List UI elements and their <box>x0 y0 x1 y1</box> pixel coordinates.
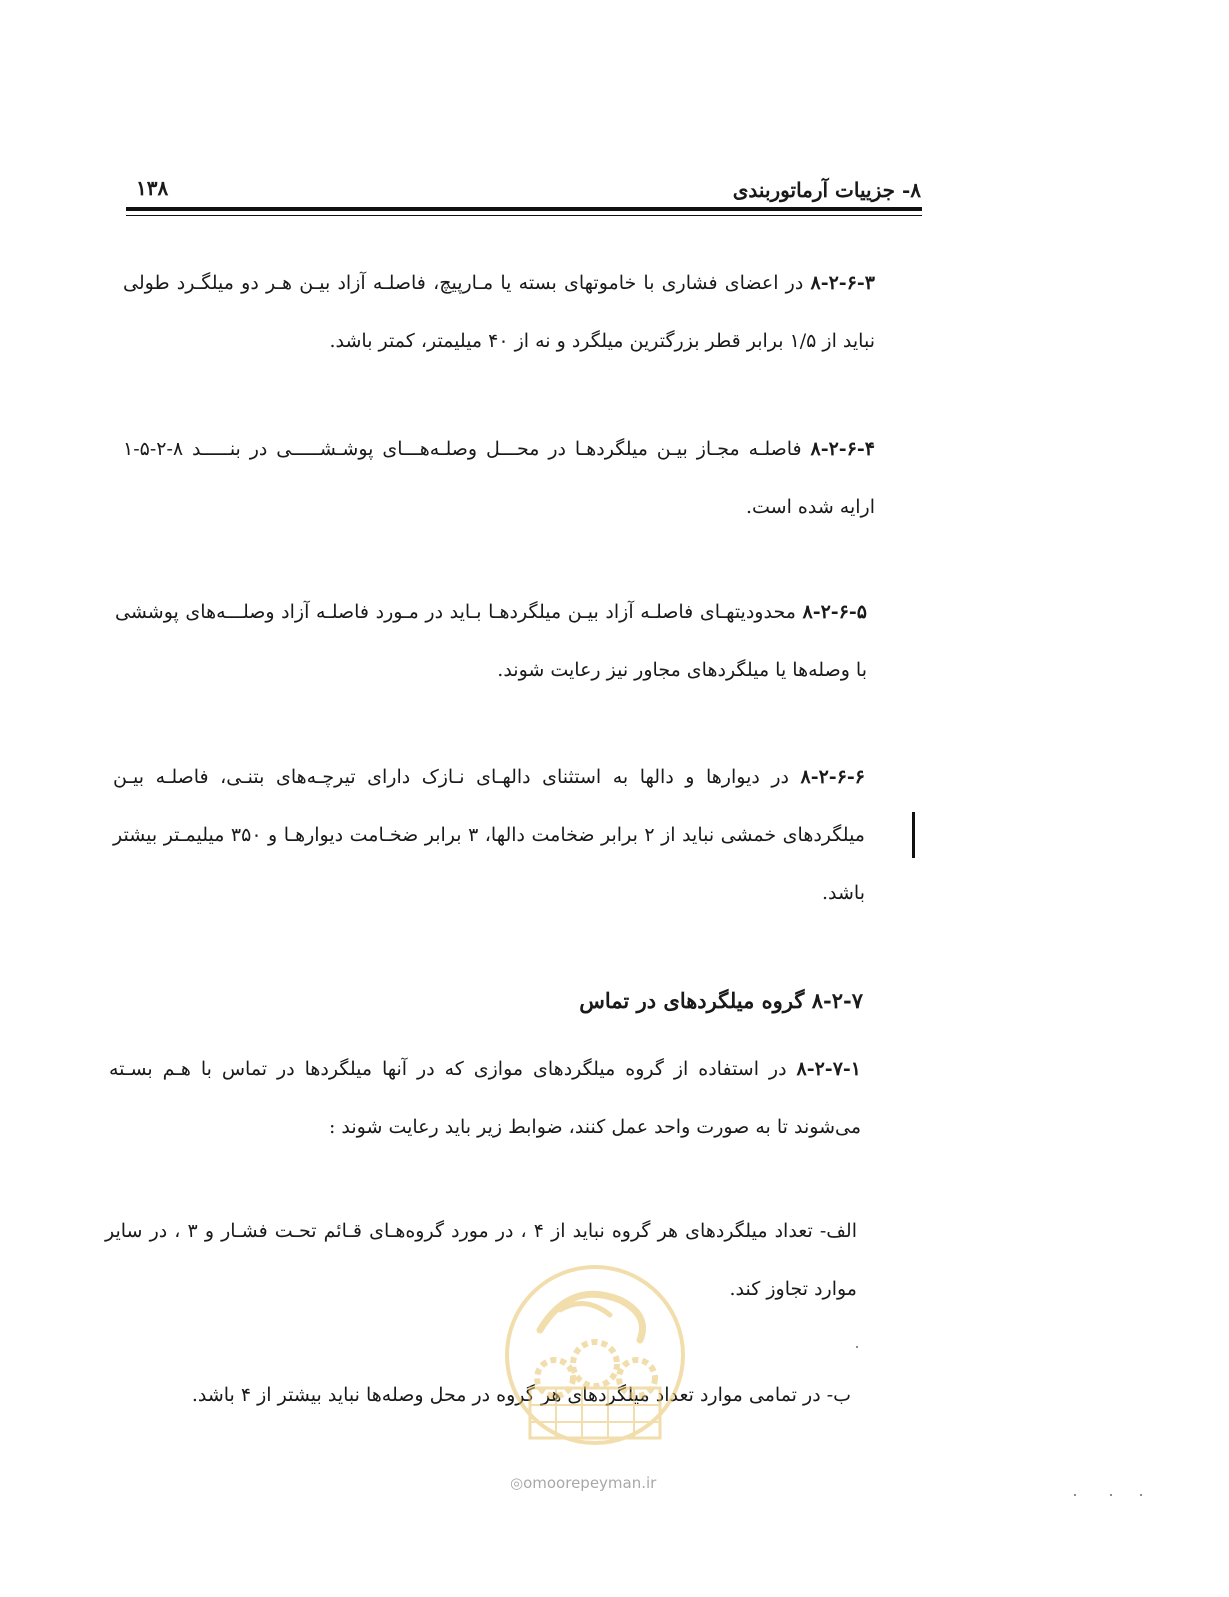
paragraph-8-2-6-4 <box>123 420 875 536</box>
clause-number: ۸-۲-۶-۶ <box>800 766 865 788</box>
clause-text: فاصلـه مجـاز بیـن میلگردهـا در محـــل وصلـه‌هـــای پوشـشـــــی در بنـــــد ۸-۲-۵-۱ ارایه شده است. <box>123 438 875 518</box>
list-item-be <box>99 1366 851 1424</box>
list-item-alef <box>105 1202 857 1318</box>
clause-number: ۸-۲-۶-۴ <box>810 438 875 460</box>
scan-speck <box>1140 1494 1142 1496</box>
header-rule-thin <box>126 215 922 216</box>
paragraph-8-2-6-3 <box>123 254 875 370</box>
paragraph-8-2-6-5 <box>115 583 867 699</box>
clause-number: ۸-۲-۶-۵ <box>802 601 867 623</box>
section-heading: ۸-۲-۷ گروه میلگردهای در تماس <box>579 988 863 1013</box>
clause-text: در دیوارها و دالها به استثنای دالهـای نـازک دارای تیرچـه‌های بتنـی، فاصلـه بیـن میلگردهای خمشی نباید از ۲ برابر ضخامت دالها، ۳ برابر ضخـامت دیوارهـا و ۳۵۰ میلیمـتر بیشتر باشد. <box>113 766 865 904</box>
list-item-text: الف- تعداد میلگردهای هر گروه نباید از ۴ ، در مورد گروه‌هـای قـائم تحـت فشـار و ۳ ، در سایر موارد تجاوز کند. <box>105 1220 858 1300</box>
clause-text: در اعضای فشاری با خاموتهای بسته یا مـارپیچ، فاصلـه آزاد بیـن هـر دو میلگـرد طولی نباید از ۱/۵ برابر قطر بزرگترین میلگرد و نه از ۴۰ میلیمتر، کمتر باشد. <box>123 272 875 352</box>
scan-speck <box>856 1346 858 1348</box>
paragraph-8-2-6-6 <box>113 748 865 922</box>
watermark-url-text: omoorepeyman.ir <box>523 1474 657 1492</box>
scan-speck <box>1110 1494 1112 1496</box>
clause-number: ۸-۲-۷-۱ <box>796 1058 861 1080</box>
list-item-text: ب- در تمامی موارد تعداد میلگردهای هر گروه در محل وصله‌ها نباید بیشتر از ۴ باشد. <box>191 1384 851 1406</box>
header-rule-thick <box>126 207 922 211</box>
clause-text: محدودیتهـای فاصلـه آزاد بیـن میلگردهـا بـاید در مـورد فاصلـه آزاد وصلـــه‌های پوششی با وصله‌ها یا میلگردهای مجاور نیز رعایت شوند. <box>115 601 867 681</box>
page-number: ۱۳۸ <box>136 176 169 200</box>
clause-number: ۸-۲-۶-۳ <box>810 272 875 294</box>
clause-text: در استفاده از گروه میلگردهای موازی که در آنها میلگردها در تماس با هـم بسـته می‌شوند تا به صورت واحد عمل کنند، ضوابط زیر باید رعایت شوند : <box>109 1058 861 1138</box>
revision-bar <box>912 812 915 858</box>
paragraph-8-2-7-1 <box>109 1040 861 1156</box>
watermark-url <box>510 1474 656 1492</box>
chapter-title: ۸- جزییات آرماتوربندی <box>732 178 921 202</box>
gear-seal-icon <box>500 1260 690 1460</box>
globe-icon: ◎ <box>510 1474 524 1492</box>
scan-speck <box>1074 1494 1076 1496</box>
